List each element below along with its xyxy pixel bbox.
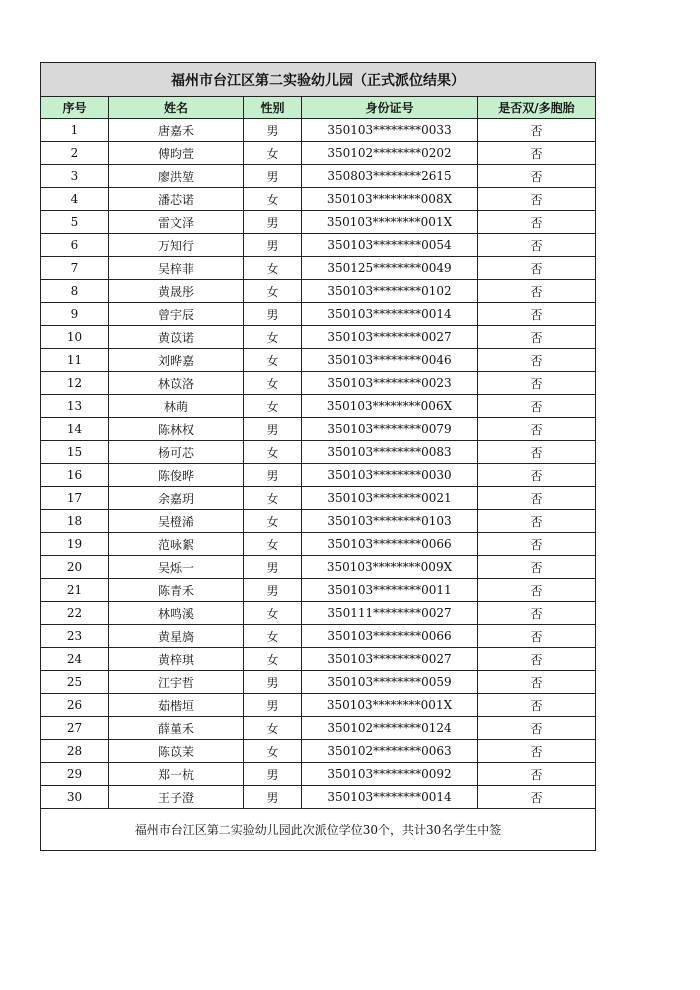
- cell-id-number: 350103********0023: [302, 372, 478, 395]
- cell-name: 黄晟彤: [109, 280, 244, 303]
- cell-id-number: 350102********0124: [302, 717, 478, 740]
- cell-index: 8: [41, 280, 109, 303]
- cell-id-number: 350103********001X: [302, 694, 478, 717]
- table-row: [41, 648, 596, 671]
- cell-index: 2: [41, 142, 109, 165]
- cell-gender: 女: [244, 395, 302, 418]
- cell-twins: 否: [478, 763, 596, 786]
- table-row: [41, 303, 596, 326]
- cell-id-number: 350103********0066: [302, 533, 478, 556]
- cell-twins: 否: [478, 165, 596, 188]
- cell-gender: 女: [244, 625, 302, 648]
- cell-twins: 否: [478, 372, 596, 395]
- cell-gender: 女: [244, 510, 302, 533]
- cell-index: 30: [41, 786, 109, 809]
- cell-twins: 否: [478, 142, 596, 165]
- cell-id-number: 350111********0027: [302, 602, 478, 625]
- cell-index: 21: [41, 579, 109, 602]
- cell-twins: 否: [478, 257, 596, 280]
- table-row: [41, 395, 596, 418]
- cell-index: 28: [41, 740, 109, 763]
- cell-name: 黄梓琪: [109, 648, 244, 671]
- cell-gender: 女: [244, 740, 302, 763]
- cell-index: 14: [41, 418, 109, 441]
- column-header-twins: 是否双/多胞胎: [478, 97, 596, 119]
- cell-id-number: 350103********0011: [302, 579, 478, 602]
- cell-id-number: 350103********0033: [302, 119, 478, 142]
- table-row: [41, 464, 596, 487]
- table-row: [41, 280, 596, 303]
- cell-twins: 否: [478, 510, 596, 533]
- cell-index: 5: [41, 211, 109, 234]
- cell-name: 唐嘉禾: [109, 119, 244, 142]
- cell-twins: 否: [478, 395, 596, 418]
- cell-twins: 否: [478, 625, 596, 648]
- cell-index: 29: [41, 763, 109, 786]
- cell-gender: 男: [244, 671, 302, 694]
- table-row: [41, 579, 596, 602]
- cell-id-number: 350103********0014: [302, 786, 478, 809]
- cell-gender: 女: [244, 487, 302, 510]
- table-row: [41, 602, 596, 625]
- cell-gender: 女: [244, 326, 302, 349]
- cell-id-number: 350103********0046: [302, 349, 478, 372]
- table-row: [41, 763, 596, 786]
- table-row: [41, 694, 596, 717]
- cell-gender: 女: [244, 142, 302, 165]
- cell-twins: 否: [478, 648, 596, 671]
- cell-index: 22: [41, 602, 109, 625]
- cell-index: 20: [41, 556, 109, 579]
- cell-twins: 否: [478, 694, 596, 717]
- cell-name: 林鸣溪: [109, 602, 244, 625]
- cell-index: 15: [41, 441, 109, 464]
- cell-id-number: 350103********0092: [302, 763, 478, 786]
- table-row: [41, 234, 596, 257]
- cell-id-number: 350103********0014: [302, 303, 478, 326]
- table-row: [41, 142, 596, 165]
- cell-gender: 女: [244, 717, 302, 740]
- cell-name: 茹楷垣: [109, 694, 244, 717]
- cell-name: 吴橙浠: [109, 510, 244, 533]
- cell-twins: 否: [478, 533, 596, 556]
- cell-name: 傅昀萱: [109, 142, 244, 165]
- cell-id-number: 350103********0079: [302, 418, 478, 441]
- column-header-name: 姓名: [109, 97, 244, 119]
- cell-gender: 男: [244, 165, 302, 188]
- cell-gender: 女: [244, 188, 302, 211]
- table-row: [41, 165, 596, 188]
- cell-index: 25: [41, 671, 109, 694]
- cell-name: 陈苡茉: [109, 740, 244, 763]
- cell-name: 王子澄: [109, 786, 244, 809]
- table-row: [41, 188, 596, 211]
- cell-twins: 否: [478, 234, 596, 257]
- cell-gender: 男: [244, 119, 302, 142]
- cell-gender: 女: [244, 257, 302, 280]
- cell-gender: 女: [244, 648, 302, 671]
- results-table: [40, 62, 596, 851]
- cell-name: 江宇哲: [109, 671, 244, 694]
- cell-twins: 否: [478, 602, 596, 625]
- cell-id-number: 350103********0027: [302, 326, 478, 349]
- cell-name: 郑一杭: [109, 763, 244, 786]
- cell-twins: 否: [478, 349, 596, 372]
- cell-id-number: 350103********0083: [302, 441, 478, 464]
- cell-id-number: 350103********0054: [302, 234, 478, 257]
- table-row: [41, 487, 596, 510]
- cell-index: 3: [41, 165, 109, 188]
- cell-index: 19: [41, 533, 109, 556]
- cell-twins: 否: [478, 786, 596, 809]
- cell-id-number: 350103********0027: [302, 648, 478, 671]
- cell-name: 林萌: [109, 395, 244, 418]
- cell-id-number: 350102********0063: [302, 740, 478, 763]
- cell-name: 林苡洛: [109, 372, 244, 395]
- table-row: [41, 257, 596, 280]
- cell-id-number: 350102********0202: [302, 142, 478, 165]
- cell-name: 吴梓菲: [109, 257, 244, 280]
- cell-index: 18: [41, 510, 109, 533]
- cell-gender: 男: [244, 694, 302, 717]
- cell-name: 黄苡诺: [109, 326, 244, 349]
- cell-index: 7: [41, 257, 109, 280]
- cell-gender: 男: [244, 234, 302, 257]
- cell-index: 1: [41, 119, 109, 142]
- table-row: [41, 671, 596, 694]
- cell-id-number: 350125********0049: [302, 257, 478, 280]
- cell-twins: 否: [478, 211, 596, 234]
- cell-id-number: 350103********0021: [302, 487, 478, 510]
- cell-name: 刘晔嘉: [109, 349, 244, 372]
- column-header-gender: 性别: [244, 97, 302, 119]
- cell-index: 17: [41, 487, 109, 510]
- cell-twins: 否: [478, 441, 596, 464]
- cell-id-number: 350103********0066: [302, 625, 478, 648]
- table-row: [41, 740, 596, 763]
- cell-name: 陈俊晔: [109, 464, 244, 487]
- table-row: [41, 510, 596, 533]
- cell-index: 9: [41, 303, 109, 326]
- table-row: [41, 717, 596, 740]
- table-row: [41, 786, 596, 809]
- table-row: [41, 372, 596, 395]
- cell-name: 薛堇禾: [109, 717, 244, 740]
- table-row: [41, 119, 596, 142]
- cell-twins: 否: [478, 487, 596, 510]
- column-header-id-number: 身份证号: [302, 97, 478, 119]
- table-row: [41, 211, 596, 234]
- cell-twins: 否: [478, 326, 596, 349]
- cell-gender: 女: [244, 602, 302, 625]
- cell-name: 吴烁一: [109, 556, 244, 579]
- cell-name: 陈青禾: [109, 579, 244, 602]
- cell-gender: 女: [244, 441, 302, 464]
- cell-twins: 否: [478, 188, 596, 211]
- cell-name: 万知行: [109, 234, 244, 257]
- cell-twins: 否: [478, 303, 596, 326]
- cell-twins: 否: [478, 740, 596, 763]
- cell-name: 范咏絮: [109, 533, 244, 556]
- cell-gender: 男: [244, 786, 302, 809]
- cell-gender: 男: [244, 763, 302, 786]
- cell-index: 24: [41, 648, 109, 671]
- cell-gender: 女: [244, 533, 302, 556]
- table-row: [41, 625, 596, 648]
- cell-gender: 男: [244, 464, 302, 487]
- cell-index: 26: [41, 694, 109, 717]
- table-row: [41, 533, 596, 556]
- cell-name: 曾宇辰: [109, 303, 244, 326]
- cell-id-number: 350103********0103: [302, 510, 478, 533]
- cell-id-number: 350103********0102: [302, 280, 478, 303]
- cell-name: 杨可芯: [109, 441, 244, 464]
- cell-gender: 女: [244, 349, 302, 372]
- cell-id-number: 350803********2615: [302, 165, 478, 188]
- cell-index: 6: [41, 234, 109, 257]
- cell-twins: 否: [478, 671, 596, 694]
- table-row: [41, 326, 596, 349]
- cell-index: 10: [41, 326, 109, 349]
- cell-gender: 男: [244, 556, 302, 579]
- cell-gender: 女: [244, 372, 302, 395]
- cell-twins: 否: [478, 119, 596, 142]
- cell-twins: 否: [478, 418, 596, 441]
- cell-index: 12: [41, 372, 109, 395]
- cell-name: 余嘉玥: [109, 487, 244, 510]
- cell-index: 4: [41, 188, 109, 211]
- cell-name: 雷文泽: [109, 211, 244, 234]
- cell-index: 27: [41, 717, 109, 740]
- cell-index: 13: [41, 395, 109, 418]
- cell-index: 11: [41, 349, 109, 372]
- page-title: 福州市台江区第二实验幼儿园（正式派位结果）: [41, 63, 596, 97]
- cell-gender: 男: [244, 579, 302, 602]
- cell-gender: 男: [244, 418, 302, 441]
- cell-gender: 男: [244, 211, 302, 234]
- cell-id-number: 350103********0030: [302, 464, 478, 487]
- cell-id-number: 350103********0059: [302, 671, 478, 694]
- cell-twins: 否: [478, 556, 596, 579]
- table-header-row: [41, 97, 596, 119]
- table-row: [41, 556, 596, 579]
- column-header-index: 序号: [41, 97, 109, 119]
- cell-name: 廖洪堃: [109, 165, 244, 188]
- cell-index: 16: [41, 464, 109, 487]
- cell-id-number: 350103********006X: [302, 395, 478, 418]
- cell-id-number: 350103********008X: [302, 188, 478, 211]
- cell-id-number: 350103********001X: [302, 211, 478, 234]
- cell-twins: 否: [478, 280, 596, 303]
- cell-gender: 男: [244, 303, 302, 326]
- cell-twins: 否: [478, 579, 596, 602]
- cell-name: 潘芯诺: [109, 188, 244, 211]
- table-body: [41, 119, 596, 809]
- cell-name: 陈林权: [109, 418, 244, 441]
- cell-gender: 女: [244, 280, 302, 303]
- cell-name: 黄星旖: [109, 625, 244, 648]
- results-sheet: [40, 62, 595, 851]
- cell-index: 23: [41, 625, 109, 648]
- table-row: [41, 418, 596, 441]
- cell-twins: 否: [478, 717, 596, 740]
- table-row: [41, 441, 596, 464]
- footer-note: 福州市台江区第二实验幼儿园此次派位学位30个，共计30名学生中签: [41, 809, 596, 851]
- cell-id-number: 350103********009X: [302, 556, 478, 579]
- table-row: [41, 349, 596, 372]
- cell-twins: 否: [478, 464, 596, 487]
